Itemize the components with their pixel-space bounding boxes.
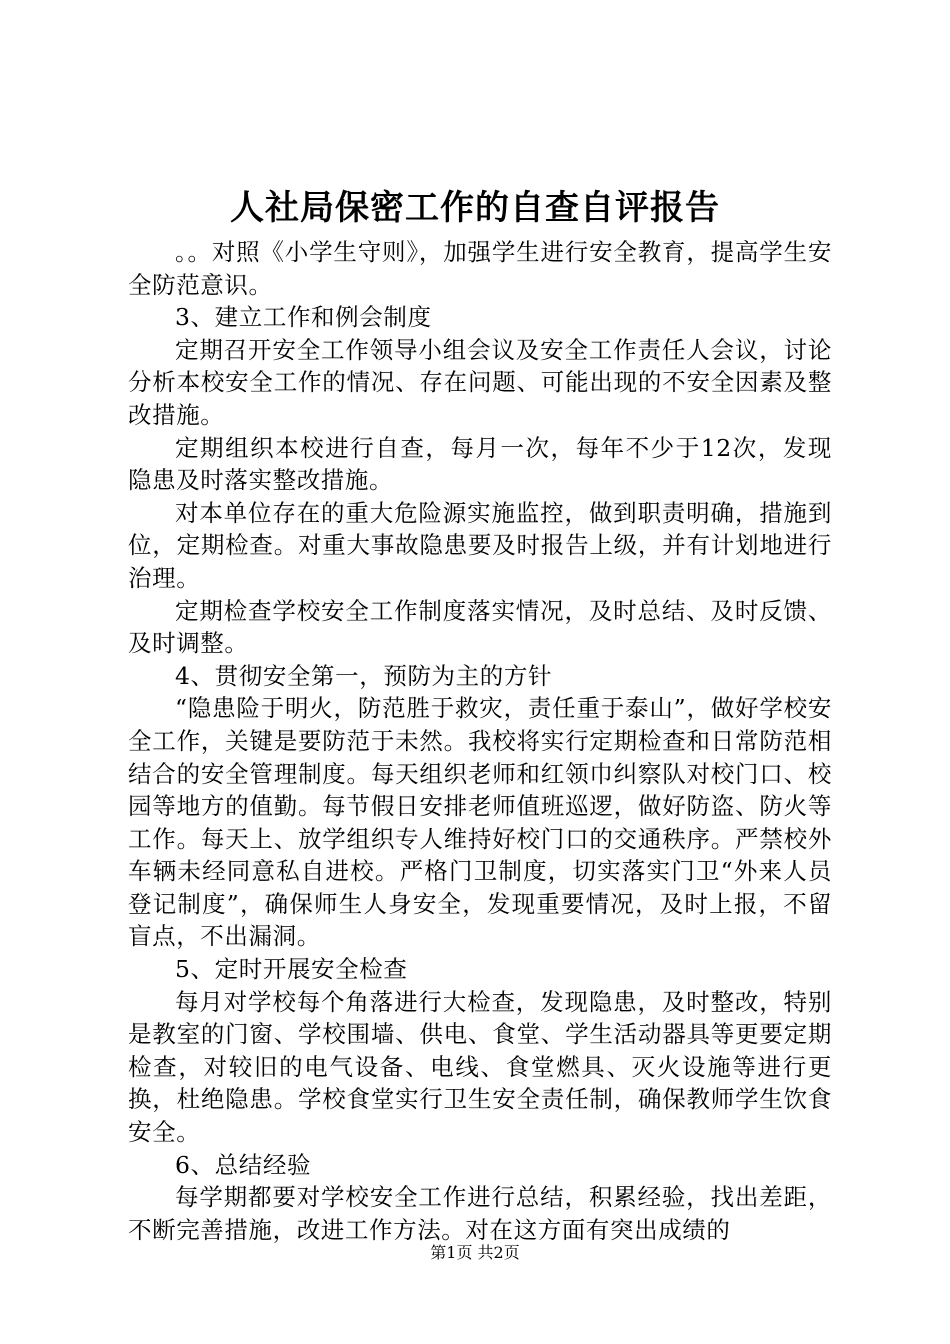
paragraph: 每学期都要对学校安全工作进行总结，积累经验，找出差距，不断完善措施，改进工作方法。对在这方面有突出成绩的 — [128, 1183, 832, 1244]
paragraph: 定期检查学校安全工作制度落实情况，及时总结、及时反馈、及时调整。 — [128, 596, 832, 658]
section-heading: 6、总结经验 — [175, 1150, 312, 1179]
paragraph: 每月对学校每个角落进行大检查，发现隐患，及时整改，特别是教室的门窗、学校围墙、供电、食堂、学生活动器具等更要定期检查，对较旧的电气设备、电线、食堂燃具、灭火设施等进行更换，杜绝隐患。学校食堂实行卫生安全责任制，确保教师学生饮食安全。 — [128, 987, 832, 1147]
paragraph: 。。对照《小学生守则》，加强学生进行安全教育，提高学生安全防范意识。 — [128, 238, 832, 299]
paragraph: 对本单位存在的重大危险源实施监控，做到职责明确，措施到位，定期检查。对重大事故隐患要及时报告上级，并有计划地进行治理。 — [128, 498, 832, 592]
document-body — [128, 236, 832, 1246]
document-title: 人社局保密工作的自查自评报告 — [230, 188, 720, 228]
paragraph: 定期召开安全工作领导小组会议及安全工作责任人会议，讨论分析本校安全工作的情况、存在问题、可能出现的不安全因素及整改措施。 — [128, 335, 832, 429]
paragraph: 定期组织本校进行自查，每月一次，每年不少于12次，发现隐患及时落实整改措施。 — [128, 433, 832, 495]
page-footer: 第1页 共2页 — [430, 1243, 520, 1262]
paragraph: “隐患险于明火，防范胜于救灾，责任重于泰山”，做好学校安全工作，关键是要防范于未然。我校将实行定期检查和日常防范相结合的安全管理制度。每天组织老师和红领巾纠察队对校门口、校园等地方的值勤。每节假日安排老师值班巡逻，做好防盗、防火等工作。每天上、放学组织专人维持好校门口的交通秩序。严禁校外车辆未经同意私自进校。严格门卫制度，切实落实门卫“外来人员登记制度”，确保师生人身安全，发现重要情况，及时上报，不留盲点，不出漏洞。 — [128, 694, 832, 951]
section-heading: 3、建立工作和例会制度 — [175, 303, 432, 332]
section-heading: 4、贯彻安全第一，预防为主的方针 — [175, 661, 553, 690]
section-heading: 5、定时开展安全检查 — [175, 955, 408, 984]
